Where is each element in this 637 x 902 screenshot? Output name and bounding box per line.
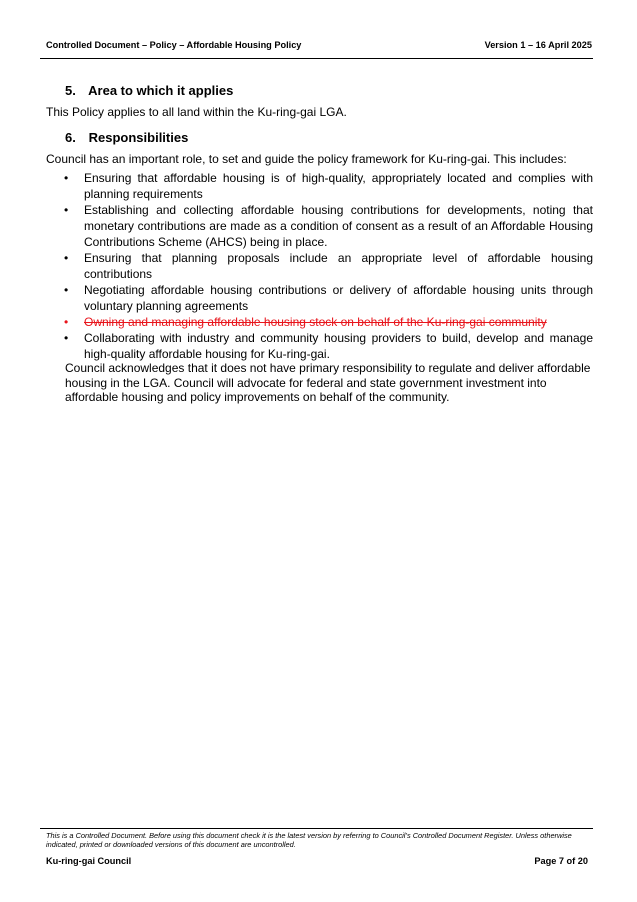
bullet-icon: • [64, 203, 69, 217]
footer-note: This is a Controlled Document. Before using this document check it is the latest version by referring to Council’s Controlled Document Register. Unless otherwise indicated, printed or downloaded versions of this document are uncontrolled. [46, 831, 572, 849]
page-footer [46, 856, 588, 866]
section-6-intro: Council has an important role, to set and guide the policy framework for Ku-ring-gai. This includes: [46, 152, 567, 166]
header-version: Version 1 – 16 April 2025 [484, 40, 592, 50]
header-document-title: Controlled Document – Policy – Affordable Housing Policy [46, 40, 302, 50]
list-item-text: Negotiating affordable housing contributions or delivery of affordable housing units through voluntary planning agreements [84, 283, 593, 313]
bullet-icon: • [64, 315, 69, 329]
list-item [62, 170, 593, 202]
page-header [46, 40, 592, 50]
list-item [62, 250, 593, 282]
bullet-icon: • [64, 171, 69, 185]
section-5-number: 5. [65, 83, 76, 98]
header-rule [40, 58, 593, 59]
section-5-text: This Policy applies to all land within the Ku-ring-gai LGA. [46, 105, 347, 119]
list-item-text: Owning and managing affordable housing stock on behalf of the Ku-ring-gai community [84, 315, 547, 329]
list-item-text: Collaborating with industry and community housing providers to build, develop and manage high-quality affordable housing for Ku-ring-gai. [84, 331, 593, 361]
list-item-text: Ensuring that planning proposals include an appropriate level of affordable housing contributions [84, 251, 593, 281]
section-6-number: 6. [65, 130, 76, 145]
section-5-title: Area to which it applies [88, 83, 234, 98]
closing-paragraph: Council acknowledges that it does not have primary responsibility to regulate and deliver affordable housing in the LGA. Council will advocate for federal and state government investment into affordable housing and policy improvements on behalf of the community. [65, 361, 591, 404]
bullet-icon: • [64, 251, 69, 265]
section-5-heading [65, 83, 233, 98]
list-item [62, 330, 593, 362]
list-item-text: Ensuring that affordable housing is of high-quality, appropriately located and complies with planning requirements [84, 171, 593, 201]
responsibilities-list [62, 170, 593, 362]
bullet-icon: • [64, 331, 69, 345]
footer-rule [40, 828, 593, 829]
section-6-heading [65, 130, 188, 145]
section-6-title: Responsibilities [88, 130, 189, 145]
footer-organisation: Ku-ring-gai Council [46, 856, 132, 866]
list-item-text: Establishing and collecting affordable housing contributions for developments, noting that monetary contributions are made as a condition of consent as a result of an Affordable Housing Contributions Scheme (AHCS) being in place. [84, 203, 593, 249]
bullet-icon: • [64, 283, 69, 297]
list-item [62, 202, 593, 250]
list-item [62, 282, 593, 314]
list-item [62, 314, 593, 330]
footer-page-number: Page 7 of 20 [534, 856, 588, 866]
